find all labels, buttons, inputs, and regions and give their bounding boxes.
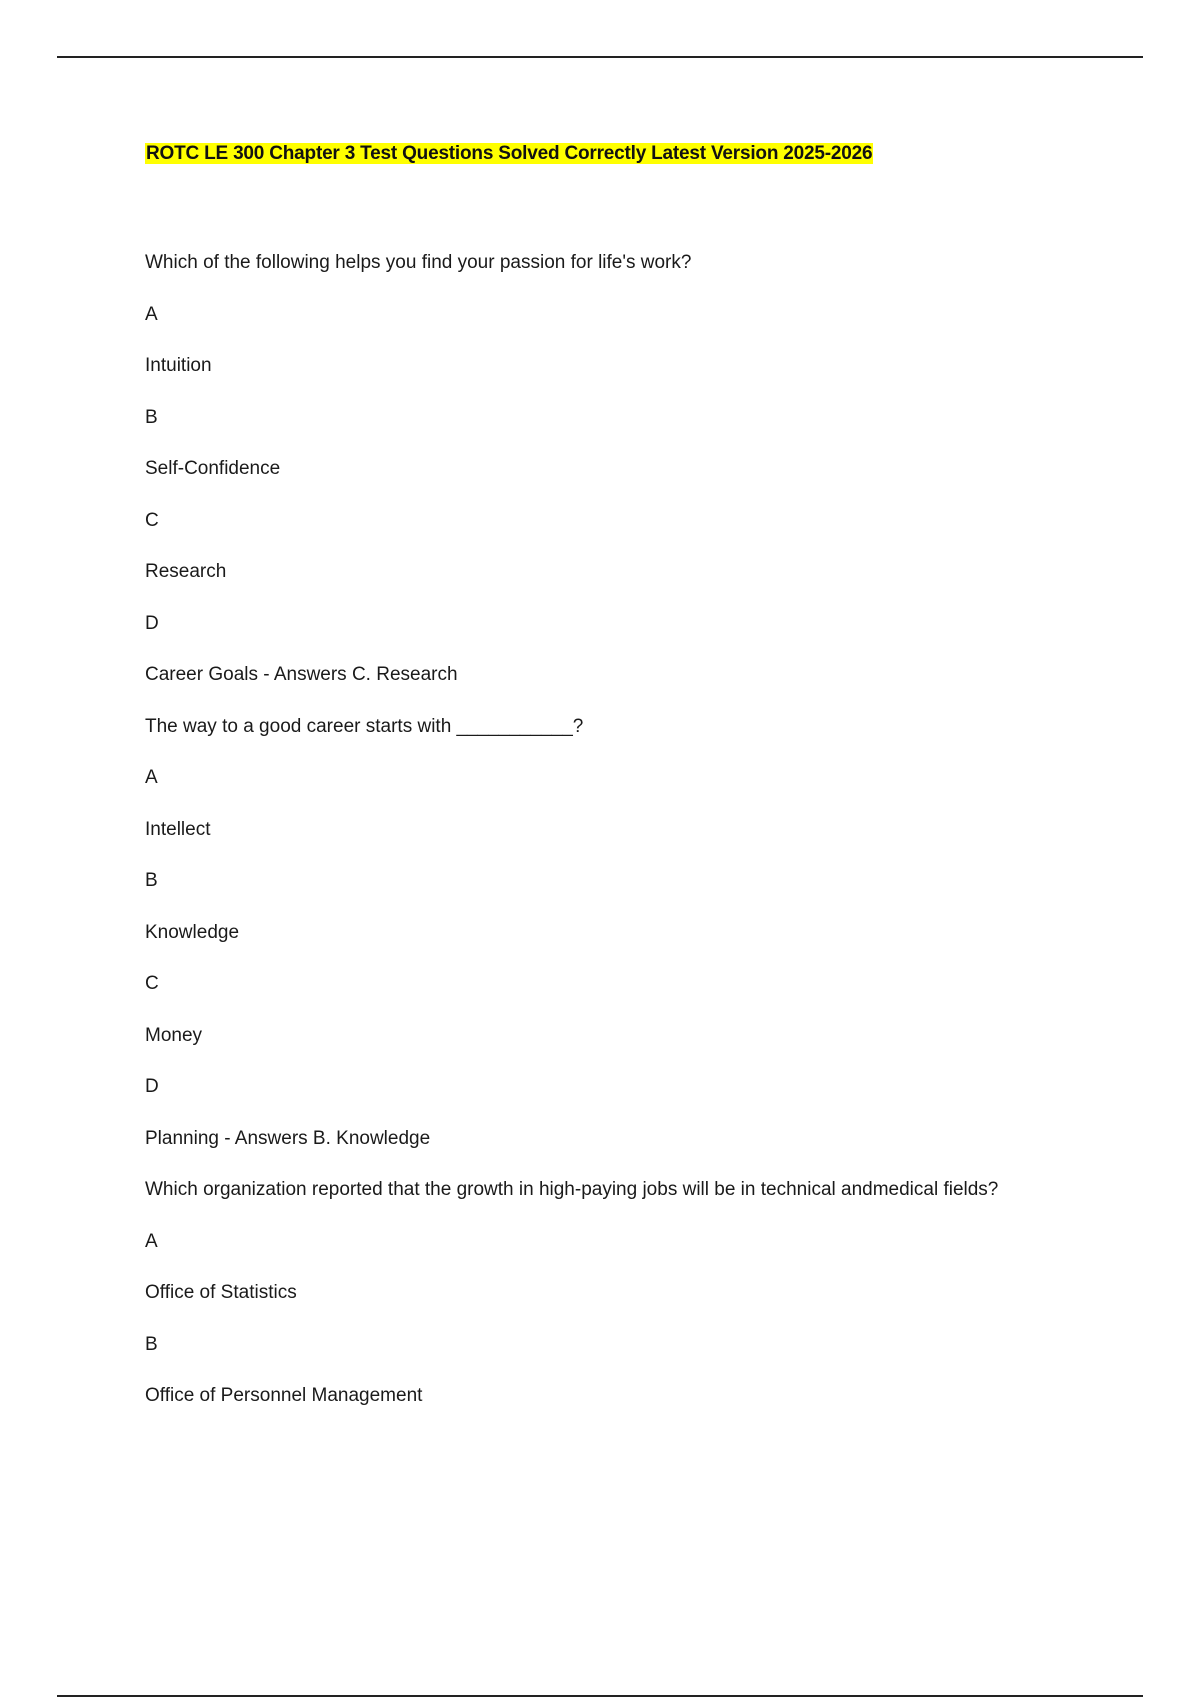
question-1-option-text: Self-Confidence (145, 458, 281, 479)
question-1-option-label: B (145, 406, 158, 428)
document-title-text: ROTC LE 300 Chapter 3 Test Questions Solved Correctly Latest Version 2025-2026 (146, 143, 873, 164)
question-1-option-text: Intuition (145, 355, 212, 376)
question-2-option-label: A (145, 767, 158, 788)
question-3-option-label: A (145, 1230, 158, 1252)
page-bottom-rule (57, 1695, 1143, 1697)
question-3-option-text: Office of Statistics (145, 1282, 297, 1303)
question-3-option-label: B (145, 1333, 158, 1355)
question-2-option-label: C (145, 973, 159, 994)
page-top-rule (57, 56, 1143, 58)
question-2-option-label: D (145, 1076, 159, 1097)
document-title (145, 140, 873, 168)
question-3-text: Which organization reported that the growth in high-paying jobs will be in technical andmedical fields? (145, 1179, 999, 1200)
question-1-option-label: A (145, 303, 158, 325)
question-2-option-text: Intellect (145, 818, 211, 840)
title-spacer (145, 168, 1105, 237)
question-list (145, 237, 1105, 1422)
question-2-option-label: B (145, 870, 158, 891)
question-2-text: The way to a good career starts with ___________? (145, 715, 584, 737)
document-body (145, 140, 1105, 1422)
question-2-option-text: Money (145, 1024, 203, 1046)
question-1-answer-line: Career Goals - Answers C. Research (145, 664, 458, 685)
question-2-option-text: Knowledge (145, 921, 240, 943)
question-1-text: Which of the following helps you find your passion for life's work? (145, 252, 692, 273)
question-1-option-label: D (145, 612, 159, 634)
question-1-option-label: C (145, 509, 159, 531)
question-3-option-text: Office of Personnel Management (145, 1385, 423, 1406)
question-1-option-text: Research (145, 561, 227, 582)
question-2-answer-line: Planning - Answers B. Knowledge (145, 1127, 431, 1149)
